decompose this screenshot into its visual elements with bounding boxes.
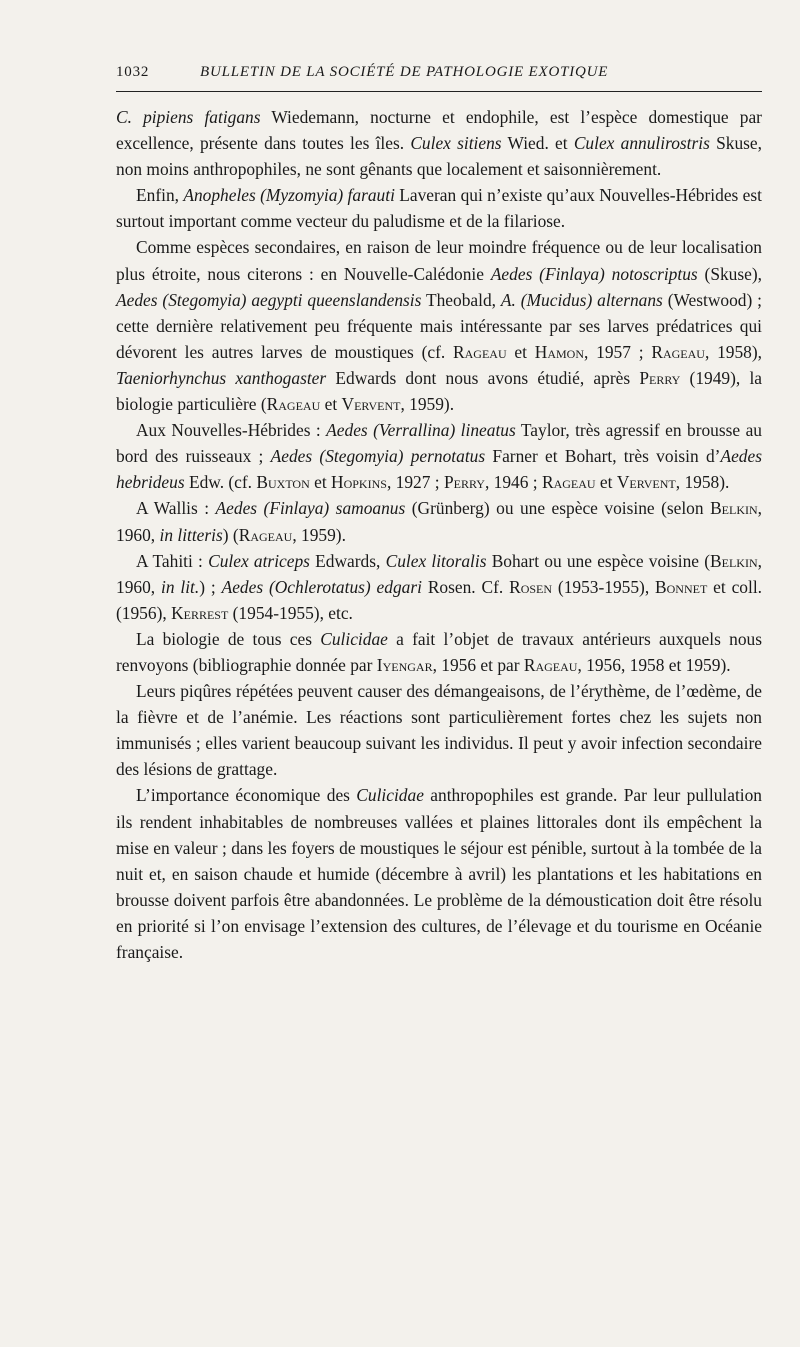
author-name: Rageau bbox=[453, 341, 507, 362]
text-run: La biologie de tous ces bbox=[136, 628, 321, 649]
italic-run: in litteris bbox=[159, 524, 223, 545]
text-run: Theobald, bbox=[421, 289, 501, 310]
text-run: Wied. et bbox=[501, 133, 574, 154]
text-run: Edwards dont nous avons étudié, après bbox=[326, 367, 640, 388]
page-number: 1032 bbox=[116, 64, 150, 80]
text-run: (1954-1955), etc. bbox=[228, 602, 353, 623]
author-name: Rageau bbox=[541, 472, 596, 493]
header-rule bbox=[116, 91, 762, 92]
paragraph bbox=[116, 678, 762, 782]
text-run: , 1958). bbox=[675, 472, 730, 493]
italic-run: Aedes (Ochlerotatus) edgari bbox=[221, 576, 422, 597]
author-name: Belkin bbox=[710, 498, 758, 519]
text-run: Laveran qui n’existe qu’aux Nouvelles-Hébrides est surtout important comme vecteur du paludisme et de la filariose. bbox=[116, 185, 762, 232]
italic-run: Taeniorhynchus xanthogaster bbox=[116, 367, 327, 388]
author-name: Hopkins bbox=[331, 472, 387, 493]
text-run: , 1960, bbox=[116, 550, 762, 597]
text-run: Leurs piqûres répétées peuvent causer des démangeaisons, de l’érythème, de l’œdème, de la fièvre et de l’anémie. Les réactions sont particulièrement fortes chez les sujets non immunisés ; elles varient beaucoup suivant les individus. Il peut y avoir infection secondaire des lésions de grattage. bbox=[116, 681, 762, 780]
author-name: Bonnet bbox=[655, 576, 708, 597]
italic-run: Aedes (Finlaya) samoanus bbox=[215, 498, 406, 519]
text-run: A Wallis : bbox=[136, 498, 216, 519]
text-run: Taylor, très agressif en brousse au bord des ruisseaux ; bbox=[116, 420, 762, 467]
author-name: Kerrest bbox=[171, 602, 229, 623]
text-run: Edwards, bbox=[309, 550, 386, 571]
text-run: Farner et Bohart, très voisin d’ bbox=[485, 446, 721, 467]
paragraph bbox=[116, 626, 762, 678]
italic-run: in lit. bbox=[161, 576, 200, 597]
italic-run: Aedes (Stegomyia) pernotatus bbox=[270, 446, 486, 467]
text-run: ) ( bbox=[222, 524, 239, 545]
italic-run: A. (Mucidus) alternans bbox=[500, 289, 663, 310]
text-run: Aux Nouvelles-Hébrides : bbox=[136, 420, 327, 441]
text-run: (Skuse), bbox=[697, 263, 763, 284]
paragraph bbox=[116, 234, 762, 417]
text-run: ) ; bbox=[199, 576, 222, 597]
author-name: Perry bbox=[639, 367, 681, 388]
paragraph bbox=[116, 417, 762, 495]
author-name: Rageau bbox=[238, 524, 293, 545]
text-run: anthropophiles est grande. Par leur pullulation ils rendent inhabitables de nombreuses vallées et plaines littorales dont ils empêchent la mise en valeur ; dans les foyers de moustiques le séjour est pénible, surtout à la tombée de la nuit et, en saison chaude et humide (décembre à avril) les plantations et les habitations en brousse doivent parfois être abandonnées. Le problème de la démoustication doit être résolu en priorité si l’on envisage l’extension des cultures, de l’élevage et du tourisme en Océanie française. bbox=[116, 785, 762, 962]
author-name: Belkin bbox=[710, 550, 758, 571]
italic-run: Culex annulirostris bbox=[573, 133, 710, 154]
author-name: Buxton bbox=[256, 472, 310, 493]
paragraph bbox=[116, 782, 762, 965]
text-run: , 1957 ; bbox=[584, 341, 652, 362]
text-run: , 1927 ; bbox=[386, 472, 444, 493]
text-run: (1949), la biologie particulière ( bbox=[116, 367, 762, 415]
italic-run: Aedes (Verrallina) lineatus bbox=[326, 420, 516, 441]
italic-run: Culicidae bbox=[320, 628, 388, 649]
text-run: , 1959). bbox=[400, 394, 455, 415]
italic-run: Aedes (Finlaya) notoscriptus bbox=[490, 263, 698, 284]
text-run: Edw. (cf. bbox=[184, 472, 257, 493]
author-name: Rageau bbox=[651, 341, 705, 362]
italic-run: Culex sitiens bbox=[410, 133, 502, 154]
italic-run: Culex atriceps bbox=[208, 550, 310, 571]
text-run: (1953-1955), bbox=[552, 576, 656, 597]
italic-run: Culex litoralis bbox=[385, 550, 487, 571]
paragraph bbox=[116, 182, 762, 234]
text-run: (Westwood) ; cette dernière relativement peu fréquente mais intéressante par ses larves prédatrices qui dévorent les autres larves de moustiques (cf. bbox=[116, 289, 763, 362]
text-run: , 1956, 1958 et 1959). bbox=[577, 654, 731, 675]
text-run: Enfin, bbox=[136, 185, 184, 206]
italic-run: Aedes (Stegomyia) aegypti queenslandensis bbox=[116, 289, 422, 310]
text-run: (Grünberg) ou une espèce voisine (selon bbox=[405, 498, 711, 519]
text-run: et bbox=[309, 472, 332, 493]
journal-title: BULLETIN DE LA SOCIÉTÉ DE PATHOLOGIE EXOTIQUE bbox=[200, 64, 609, 80]
italic-run: Aedes hebrideus bbox=[116, 446, 762, 493]
italic-run: C. pipiens fatigans bbox=[116, 107, 261, 127]
text-run: Wiedemann, nocturne et endophile, est l’espèce domestique par excellence, présente dans toutes les îles. bbox=[116, 107, 762, 154]
text-run: Rosen. Cf. bbox=[421, 576, 510, 597]
text-run: et coll. (1956), bbox=[116, 576, 763, 623]
author-name: Hamon bbox=[534, 341, 584, 362]
text-run: Comme espèces secondaires, en raison de leur moindre fréquence ou de leur localisation plus étroite, nous citerons : en Nouvelle-Calédonie bbox=[116, 237, 762, 284]
text-run: L’importance économique des bbox=[136, 785, 357, 806]
text-run: Bohart ou une espèce voisine ( bbox=[486, 550, 711, 571]
text-run: et bbox=[595, 472, 617, 493]
text-run: et bbox=[320, 394, 342, 415]
text-run: , 1946 ; bbox=[484, 472, 542, 493]
text-run: , 1956 et par bbox=[432, 654, 524, 675]
italic-run: Anopheles (Myzomyia) farauti bbox=[183, 185, 395, 206]
author-name: Perry bbox=[443, 472, 485, 493]
article-body bbox=[116, 104, 762, 965]
author-name: Vervent bbox=[616, 472, 676, 493]
text-run: a fait l’objet de travaux antérieurs auxquels nous renvoyons (bibliographie donnée par bbox=[116, 628, 762, 675]
paragraph bbox=[116, 548, 762, 626]
paragraph bbox=[116, 495, 762, 547]
text-run: Skuse, non moins anthropophiles, ne sont gênants que localement et saisonnièrement. bbox=[116, 133, 762, 180]
text-run: , 1958), bbox=[704, 341, 762, 362]
italic-run: Culicidae bbox=[356, 785, 424, 806]
author-name: Iyengar bbox=[376, 654, 433, 675]
text-run: , 1960, bbox=[116, 498, 763, 545]
text-run: , 1959). bbox=[292, 524, 346, 545]
text-run: et bbox=[506, 341, 535, 362]
author-name: Rosen bbox=[509, 576, 553, 597]
author-name: Rageau bbox=[266, 394, 321, 415]
text-run: A Tahiti : bbox=[136, 550, 209, 571]
author-name: Rageau bbox=[523, 654, 578, 675]
author-name: Vervent bbox=[341, 394, 401, 415]
paragraph bbox=[116, 104, 762, 182]
